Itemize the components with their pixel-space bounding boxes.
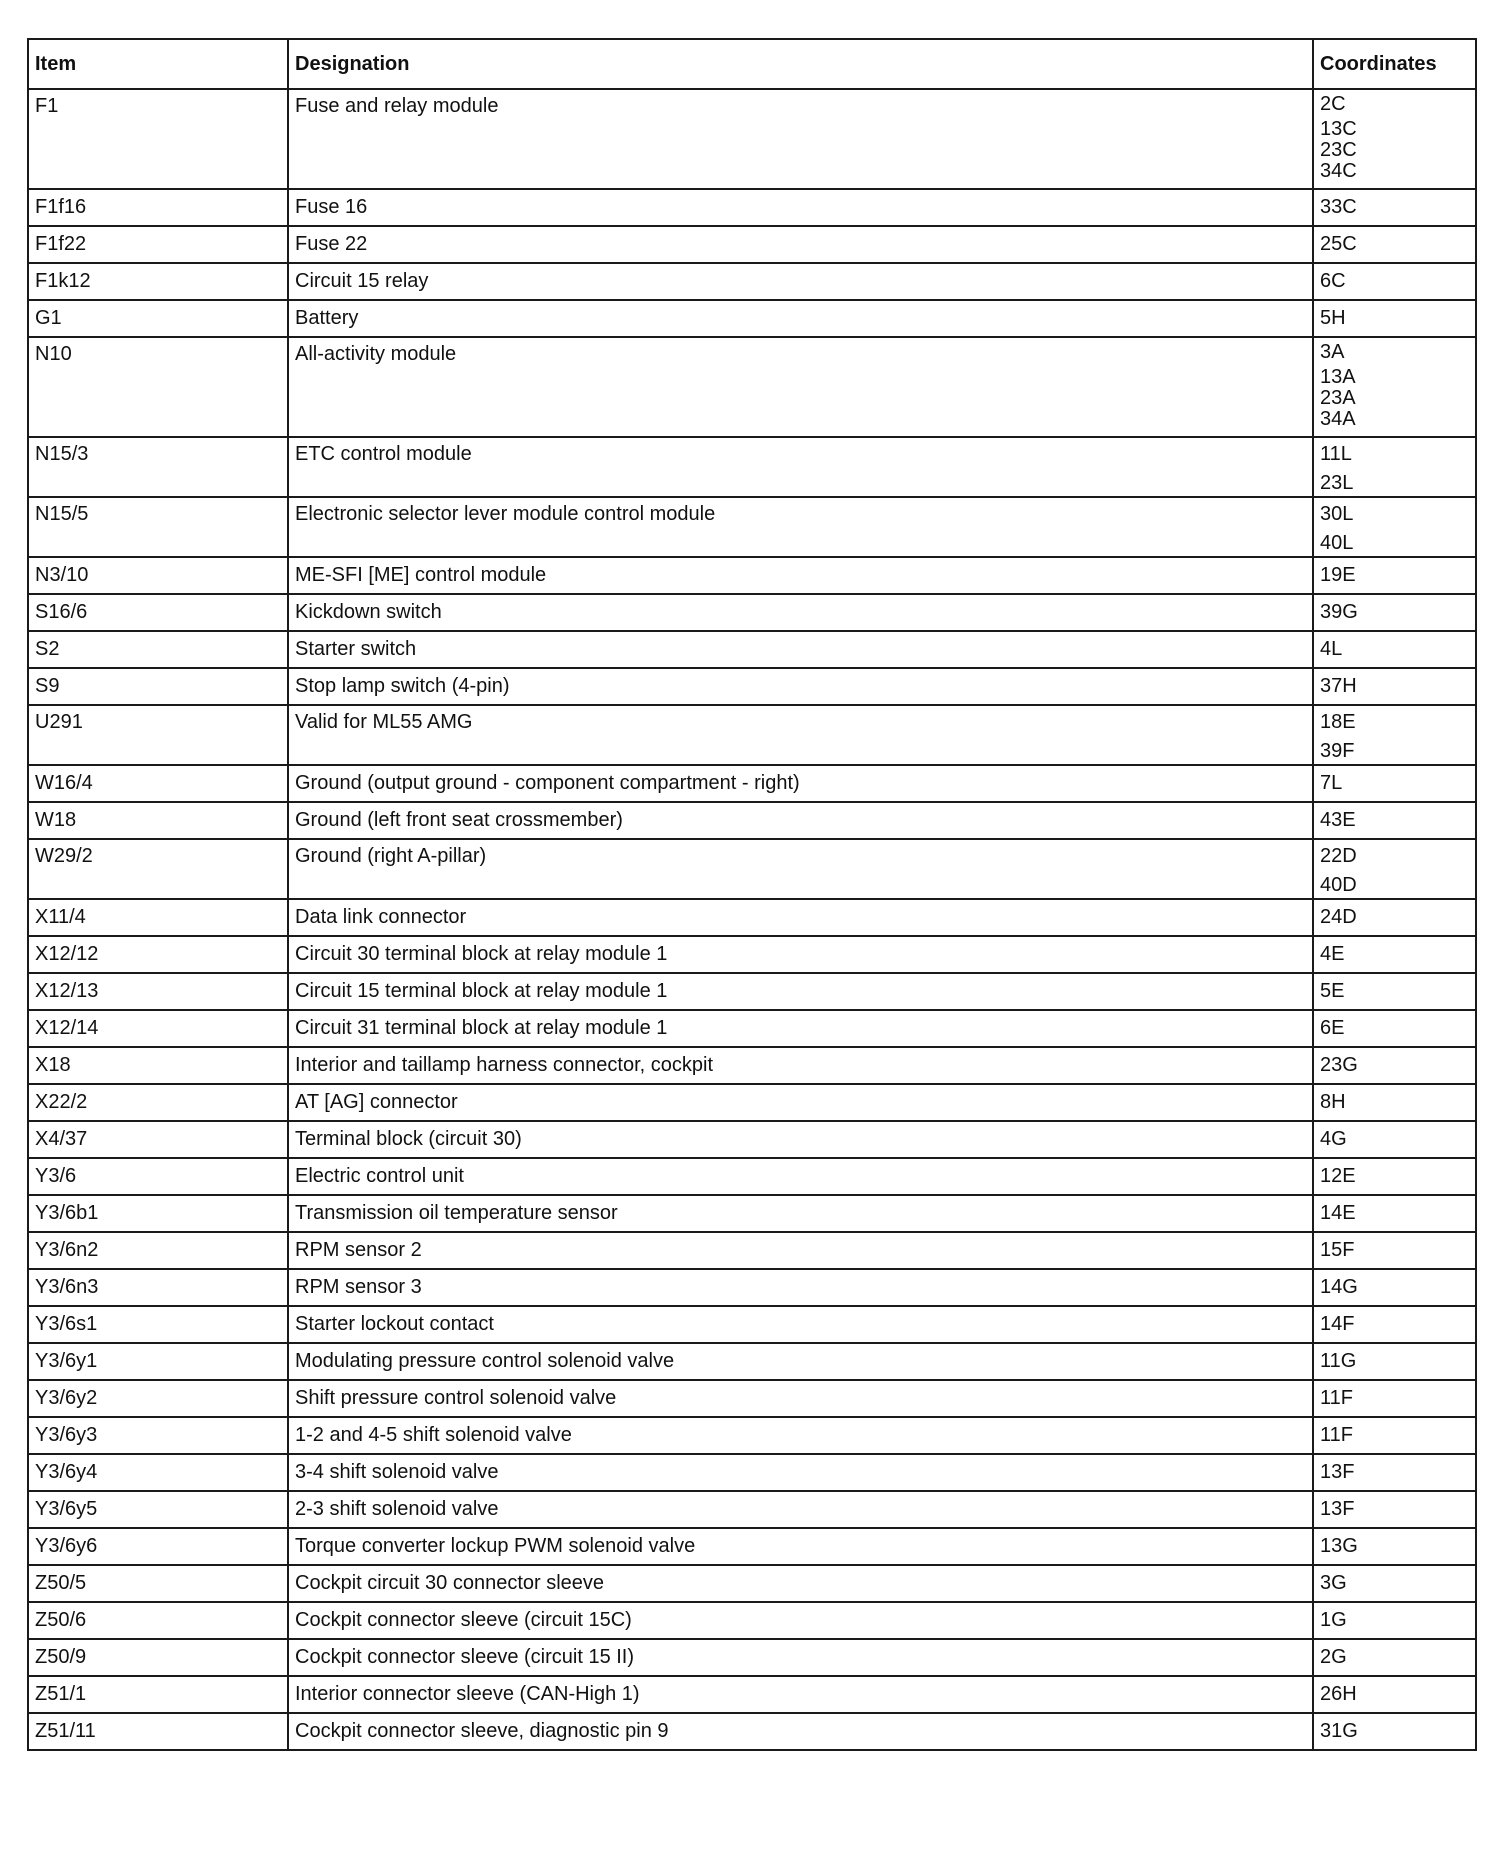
- item-cell: F1f22: [28, 226, 288, 263]
- coordinates-cell: [1313, 557, 1476, 594]
- designation-cell: All-activity module: [288, 337, 1313, 437]
- coordinate-value: 5H: [1320, 307, 1346, 329]
- header-row: [28, 39, 1476, 89]
- item-cell: Z50/6: [28, 1602, 288, 1639]
- table-row: [28, 1565, 1476, 1602]
- table-row: [28, 1232, 1476, 1269]
- table-row: [28, 1713, 1476, 1750]
- item-cell: W18: [28, 802, 288, 839]
- item-cell: Y3/6s1: [28, 1306, 288, 1343]
- item-cell: Z51/1: [28, 1676, 288, 1713]
- coordinate-value: 30L: [1320, 503, 1354, 525]
- item-cell: N3/10: [28, 557, 288, 594]
- designation-cell: Ground (right A-pillar): [288, 839, 1313, 899]
- table-row: [28, 189, 1476, 226]
- coordinate-value: 7L: [1320, 772, 1343, 794]
- designation-cell: Circuit 31 terminal block at relay module 1: [288, 1010, 1313, 1047]
- designation-cell: Fuse 22: [288, 226, 1313, 263]
- coordinates-cell: [1313, 1084, 1476, 1121]
- designation-cell: AT [AG] connector: [288, 1084, 1313, 1121]
- coordinates-cell: [1313, 263, 1476, 300]
- table-row: [28, 1454, 1476, 1491]
- coordinates-cell: [1313, 1158, 1476, 1195]
- designation-cell: Fuse and relay module: [288, 89, 1313, 189]
- coordinates-cell: [1313, 1343, 1476, 1380]
- designation-cell: Starter switch: [288, 631, 1313, 668]
- designation-cell: Stop lamp switch (4-pin): [288, 668, 1313, 705]
- coordinate-value: 13A: [1320, 366, 1356, 388]
- table-row: [28, 631, 1476, 668]
- item-cell: Y3/6y1: [28, 1343, 288, 1380]
- coordinate-value: 3G: [1320, 1572, 1347, 1594]
- designation-cell: 3-4 shift solenoid valve: [288, 1454, 1313, 1491]
- item-cell: X18: [28, 1047, 288, 1084]
- coordinates-cell: [1313, 765, 1476, 802]
- coordinates-cell: [1313, 300, 1476, 337]
- item-cell: F1k12: [28, 263, 288, 300]
- coordinates-cell: [1313, 1269, 1476, 1306]
- coordinate-value: 2C: [1320, 93, 1346, 115]
- coordinates-cell: [1313, 1010, 1476, 1047]
- table-row: [28, 337, 1476, 437]
- table-row: [28, 705, 1476, 765]
- component-legend-table: [27, 38, 1477, 1751]
- coordinate-value: 13G: [1320, 1535, 1358, 1557]
- table-body: [28, 89, 1476, 1750]
- coordinate-value: 43E: [1320, 809, 1356, 831]
- coordinates-cell: [1313, 189, 1476, 226]
- table-row: [28, 226, 1476, 263]
- coordinates-cell: [1313, 802, 1476, 839]
- designation-cell: Valid for ML55 AMG: [288, 705, 1313, 765]
- item-cell: X11/4: [28, 899, 288, 936]
- designation-cell: Ground (left front seat crossmember): [288, 802, 1313, 839]
- coordinates-cell: [1313, 1713, 1476, 1750]
- coordinates-cell: [1313, 936, 1476, 973]
- coordinates-cell: [1313, 1417, 1476, 1454]
- coordinate-value: 13F: [1320, 1498, 1355, 1520]
- designation-cell: Torque converter lockup PWM solenoid valve: [288, 1528, 1313, 1565]
- coordinate-value: 18E: [1320, 711, 1356, 733]
- item-cell: S2: [28, 631, 288, 668]
- coordinate-value: 39F: [1320, 740, 1355, 762]
- designation-cell: Interior and taillamp harness connector, cockpit: [288, 1047, 1313, 1084]
- designation-cell: Starter lockout contact: [288, 1306, 1313, 1343]
- coordinate-value: 4E: [1320, 943, 1345, 965]
- item-cell: X22/2: [28, 1084, 288, 1121]
- coordinate-value: 8H: [1320, 1091, 1346, 1113]
- coordinate-value: 11L: [1320, 443, 1352, 465]
- designation-cell: Electronic selector lever module control module: [288, 497, 1313, 557]
- coordinates-cell: [1313, 337, 1476, 437]
- coordinate-value: 6C: [1320, 270, 1346, 292]
- coordinate-value: 5E: [1320, 980, 1345, 1002]
- item-cell: Z50/9: [28, 1639, 288, 1676]
- coordinate-value: 22D: [1320, 845, 1357, 867]
- designation-cell: Cockpit connector sleeve (circuit 15 II): [288, 1639, 1313, 1676]
- coordinates-cell: [1313, 1306, 1476, 1343]
- designation-cell: Cockpit connector sleeve (circuit 15C): [288, 1602, 1313, 1639]
- item-cell: Y3/6y6: [28, 1528, 288, 1565]
- coordinates-cell: [1313, 1047, 1476, 1084]
- item-cell: Z51/11: [28, 1713, 288, 1750]
- coordinates-cell: [1313, 839, 1476, 899]
- coordinate-value: 25C: [1320, 233, 1357, 255]
- designation-cell: Cockpit circuit 30 connector sleeve: [288, 1565, 1313, 1602]
- table-row: [28, 839, 1476, 899]
- coordinates-cell: [1313, 226, 1476, 263]
- coordinates-cell: [1313, 899, 1476, 936]
- coordinates-cell: [1313, 1491, 1476, 1528]
- table-row: [28, 594, 1476, 631]
- designation-cell: Kickdown switch: [288, 594, 1313, 631]
- designation-cell: Modulating pressure control solenoid valve: [288, 1343, 1313, 1380]
- coordinates-cell: [1313, 1121, 1476, 1158]
- table-row: [28, 1602, 1476, 1639]
- coordinate-value: 34A: [1320, 408, 1356, 430]
- coordinates-cell: [1313, 1565, 1476, 1602]
- table-row: [28, 1639, 1476, 1676]
- coordinate-value: 13C: [1320, 118, 1357, 140]
- designation-cell: Data link connector: [288, 899, 1313, 936]
- item-cell: G1: [28, 300, 288, 337]
- item-cell: S9: [28, 668, 288, 705]
- coordinate-value: 37H: [1320, 675, 1357, 697]
- table-row: [28, 497, 1476, 557]
- coordinate-value: 1G: [1320, 1609, 1347, 1631]
- item-cell: N10: [28, 337, 288, 437]
- item-cell: S16/6: [28, 594, 288, 631]
- designation-cell: Transmission oil temperature sensor: [288, 1195, 1313, 1232]
- coordinate-value: 26H: [1320, 1683, 1357, 1705]
- coordinate-value: 11G: [1320, 1350, 1357, 1372]
- coordinate-value: 24D: [1320, 906, 1357, 928]
- coordinate-value: 13F: [1320, 1461, 1355, 1483]
- coordinates-cell: [1313, 631, 1476, 668]
- table-row: [28, 1417, 1476, 1454]
- coordinate-value: 23G: [1320, 1054, 1358, 1076]
- table-row: [28, 1269, 1476, 1306]
- table-row: [28, 1343, 1476, 1380]
- coordinate-value: 23L: [1320, 472, 1354, 494]
- table-row: [28, 89, 1476, 189]
- column-header-designation: Designation: [288, 39, 1313, 89]
- item-cell: Y3/6b1: [28, 1195, 288, 1232]
- designation-cell: 1-2 and 4-5 shift solenoid valve: [288, 1417, 1313, 1454]
- item-cell: F1f16: [28, 189, 288, 226]
- coordinates-cell: [1313, 594, 1476, 631]
- item-cell: W16/4: [28, 765, 288, 802]
- coordinate-value: 3A: [1320, 341, 1345, 363]
- coordinate-value: 11F: [1320, 1424, 1353, 1446]
- item-cell: N15/3: [28, 437, 288, 497]
- item-cell: W29/2: [28, 839, 288, 899]
- coordinate-value: 15F: [1320, 1239, 1355, 1261]
- coordinates-cell: [1313, 1232, 1476, 1269]
- coordinate-value: 23A: [1320, 387, 1356, 409]
- designation-cell: Cockpit connector sleeve, diagnostic pin 9: [288, 1713, 1313, 1750]
- designation-cell: ME-SFI [ME] control module: [288, 557, 1313, 594]
- designation-cell: Interior connector sleeve (CAN-High 1): [288, 1676, 1313, 1713]
- designation-cell: Ground (output ground - component compartment - right): [288, 765, 1313, 802]
- designation-cell: Circuit 30 terminal block at relay module 1: [288, 936, 1313, 973]
- item-cell: Y3/6y5: [28, 1491, 288, 1528]
- coordinates-cell: [1313, 1602, 1476, 1639]
- table-row: [28, 437, 1476, 497]
- designation-cell: Terminal block (circuit 30): [288, 1121, 1313, 1158]
- column-header-item: Item: [28, 39, 288, 89]
- coordinates-cell: [1313, 497, 1476, 557]
- item-cell: U291: [28, 705, 288, 765]
- item-cell: Y3/6y4: [28, 1454, 288, 1491]
- coordinate-value: 33C: [1320, 196, 1357, 218]
- item-cell: X12/12: [28, 936, 288, 973]
- coordinate-value: 39G: [1320, 601, 1358, 623]
- coordinate-value: 2G: [1320, 1646, 1347, 1668]
- coordinate-value: 14E: [1320, 1202, 1356, 1224]
- coordinate-value: 23C: [1320, 139, 1357, 161]
- coordinate-value: 11F: [1320, 1387, 1353, 1409]
- table-row: [28, 936, 1476, 973]
- item-cell: N15/5: [28, 497, 288, 557]
- table-row: [28, 802, 1476, 839]
- coordinate-value: 40D: [1320, 874, 1357, 896]
- item-cell: Y3/6n3: [28, 1269, 288, 1306]
- table-row: [28, 1195, 1476, 1232]
- coordinates-cell: [1313, 1528, 1476, 1565]
- designation-cell: ETC control module: [288, 437, 1313, 497]
- item-cell: F1: [28, 89, 288, 189]
- table-row: [28, 1528, 1476, 1565]
- coordinate-value: 14G: [1320, 1276, 1358, 1298]
- table-row: [28, 668, 1476, 705]
- item-cell: Y3/6y3: [28, 1417, 288, 1454]
- item-cell: Y3/6y2: [28, 1380, 288, 1417]
- coordinates-cell: [1313, 1676, 1476, 1713]
- coordinate-value: 19E: [1320, 564, 1356, 586]
- table-row: [28, 973, 1476, 1010]
- coordinates-cell: [1313, 1454, 1476, 1491]
- table-row: [28, 1010, 1476, 1047]
- table-row: [28, 1676, 1476, 1713]
- designation-cell: Circuit 15 terminal block at relay module 1: [288, 973, 1313, 1010]
- item-cell: Y3/6: [28, 1158, 288, 1195]
- coordinates-cell: [1313, 1195, 1476, 1232]
- table-row: [28, 1380, 1476, 1417]
- coordinates-cell: [1313, 437, 1476, 497]
- item-cell: X4/37: [28, 1121, 288, 1158]
- coordinate-value: 14F: [1320, 1313, 1355, 1335]
- coordinate-value: 34C: [1320, 160, 1357, 182]
- designation-cell: RPM sensor 2: [288, 1232, 1313, 1269]
- table-row: [28, 1121, 1476, 1158]
- table-row: [28, 557, 1476, 594]
- column-header-coordinates: Coordinates: [1313, 39, 1476, 89]
- item-cell: Y3/6n2: [28, 1232, 288, 1269]
- table-row: [28, 1047, 1476, 1084]
- table-row: [28, 1306, 1476, 1343]
- coordinates-cell: [1313, 668, 1476, 705]
- designation-cell: RPM sensor 3: [288, 1269, 1313, 1306]
- coordinates-cell: [1313, 1639, 1476, 1676]
- designation-cell: Circuit 15 relay: [288, 263, 1313, 300]
- designation-cell: Battery: [288, 300, 1313, 337]
- table-row: [28, 1158, 1476, 1195]
- table-row: [28, 765, 1476, 802]
- table-row: [28, 1084, 1476, 1121]
- coordinate-value: 6E: [1320, 1017, 1345, 1039]
- coordinate-value: 31G: [1320, 1720, 1358, 1742]
- coordinate-value: 12E: [1320, 1165, 1356, 1187]
- coordinate-value: 4G: [1320, 1128, 1347, 1150]
- table-row: [28, 899, 1476, 936]
- designation-cell: Fuse 16: [288, 189, 1313, 226]
- designation-cell: 2-3 shift solenoid valve: [288, 1491, 1313, 1528]
- table-row: [28, 263, 1476, 300]
- table-row: [28, 1491, 1476, 1528]
- designation-cell: Electric control unit: [288, 1158, 1313, 1195]
- item-cell: Z50/5: [28, 1565, 288, 1602]
- coordinates-cell: [1313, 89, 1476, 189]
- table-row: [28, 300, 1476, 337]
- item-cell: X12/13: [28, 973, 288, 1010]
- coordinates-cell: [1313, 705, 1476, 765]
- designation-cell: Shift pressure control solenoid valve: [288, 1380, 1313, 1417]
- coordinates-cell: [1313, 1380, 1476, 1417]
- coordinates-cell: [1313, 973, 1476, 1010]
- coordinate-value: 4L: [1320, 638, 1343, 660]
- item-cell: X12/14: [28, 1010, 288, 1047]
- coordinate-value: 40L: [1320, 532, 1354, 554]
